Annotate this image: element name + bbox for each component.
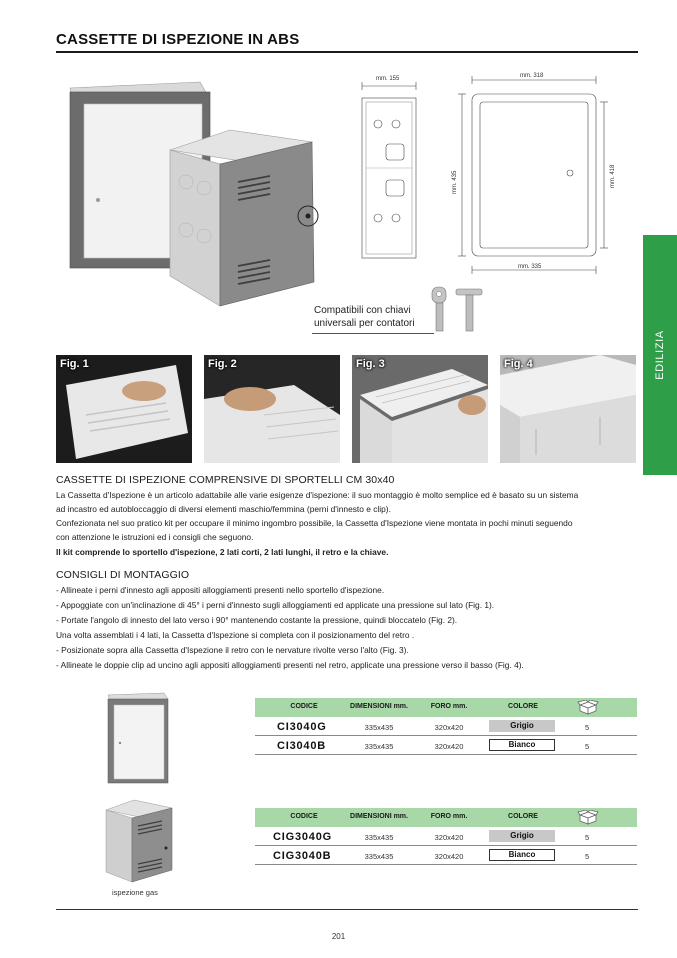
figure-3-label: Fig. 3 [356, 358, 385, 370]
figure-4-image [500, 355, 636, 463]
assembly-line-2: - Appoggiate con un'inclinazione di 45° i perni d'innesto sugli alloggiamenti ed applicate una pressione sul lato (Fig. 1). [56, 600, 495, 610]
assembly-heading: CONSIGLI DI MONTAGGIO [56, 569, 190, 581]
package-qty: 5 [585, 742, 590, 751]
description-heading: CASSETTE DI ISPEZIONE COMPRENSIVE DI SPORTELLI CM 30x40 [56, 474, 395, 486]
description-line-4: con attenzione le istruzioni ed i consigli che seguono. [56, 532, 254, 542]
figure-4 [500, 355, 636, 463]
assembly-line-1: - Allineate i perni d'innesto agli appositi alloggiamenti presenti nello sportello d'ispezione. [56, 585, 385, 595]
box-package-icon [577, 810, 599, 825]
product-image-cig3040 [102, 796, 174, 886]
header-dimensions: DIMENSIONI mm. [350, 703, 408, 710]
header-hole: FORO mm. [430, 703, 468, 710]
technical-drawing [352, 68, 624, 278]
color-chip-grey: Grigio [489, 720, 555, 732]
figure-2-image [204, 355, 340, 463]
dim-height-inner: mm. 418 [610, 164, 616, 188]
assembly-line-6: - Allineate le doppie clip ad uncino agli appositi alloggiamenti presenti nel retro, applicate una pressione verso il basso (Fig. 4). [56, 660, 524, 670]
key-compat-note [314, 304, 415, 330]
figure-2 [204, 355, 340, 463]
color-chip-white: Bianco [489, 849, 555, 861]
product-code: CI3040B [277, 740, 327, 752]
key-icon-t-handle [456, 289, 482, 331]
table-row [255, 736, 637, 755]
header-color: COLORE [508, 703, 538, 710]
package-qty: 5 [585, 723, 590, 732]
key-icon-flat [432, 287, 446, 331]
description-line-3: Confezionata nel suo pratico kit per occupare il minimo ingombro possibile, la Cassetta d'Ispezione viene montata in pochi minuti seguendo [56, 518, 573, 528]
package-qty: 5 [585, 852, 590, 861]
page-title: CASSETTE DI ISPEZIONE IN ABS [56, 31, 300, 48]
figure-3 [352, 355, 488, 463]
kit-contents: Il kit comprende lo sportello d'ispezione, 2 lati corti, 2 lati lunghi, il retro e la chiave. [56, 547, 389, 557]
figure-1-image [56, 355, 192, 463]
description-line-2: ad incastro ed autobloccaggio di diversi elementi maschio/femmina (perni d'innesto e clip). [56, 504, 391, 514]
table-row [255, 827, 637, 846]
key-compat-line-2: universali per contatori [314, 318, 415, 329]
product-image-ci3040 [106, 691, 172, 785]
color-chip-grey: Grigio [489, 830, 555, 842]
key-compat-line-1: Compatibili con chiavi [314, 305, 411, 316]
product-hole: 320x420 [434, 723, 464, 732]
section-tab [643, 235, 677, 475]
dim-front-width: mm. 318 [520, 73, 544, 79]
product-table-2 [255, 808, 637, 865]
product-hole: 320x420 [434, 742, 464, 751]
footer-divider [56, 909, 638, 910]
title-divider [56, 51, 638, 53]
header-code: CODICE [290, 813, 318, 820]
dim-height-outer: mm. 435 [452, 170, 458, 194]
header-dimensions: DIMENSIONI mm. [350, 813, 408, 820]
header-code: CODICE [290, 703, 318, 710]
assembly-line-3: - Portate l'angolo di innesto del lato verso i 90° mantenendo costante la pressione, quindi bloccatelo (Fig. 2). [56, 615, 458, 625]
table-header [255, 808, 637, 827]
assembly-line-5: - Posizionate sopra alla Cassetta d'Ispezione il retro con le nervature rivolte verso l'alto (Fig. 3). [56, 645, 409, 655]
product-code: CIG3040G [273, 831, 332, 843]
table-header [255, 698, 637, 717]
figure-4-label: Fig. 4 [504, 358, 533, 370]
key-compat-underline [312, 333, 434, 334]
description-line-1: La Cassetta d'Ispezione è un articolo adattabile alle varie esigenze d'ispezione: il suo montaggio è molto semplice ed è basato su un sistema [56, 490, 579, 500]
figure-3-image [352, 355, 488, 463]
figure-1 [56, 355, 192, 463]
header-hole: FORO mm. [430, 813, 468, 820]
product-code: CIG3040B [273, 850, 332, 862]
dim-bottom-width: mm. 335 [518, 264, 542, 270]
page-number: 201 [331, 932, 346, 941]
product-dimensions: 335x435 [364, 852, 394, 861]
assembly-line-4: Una volta assemblati i 4 lati, la Cassetta d'Ispezione si completa con il posizionamento del retro . [56, 630, 415, 640]
section-tab-label: EDILIZIA [654, 330, 666, 380]
product-code: CI3040G [277, 721, 327, 733]
product-dimensions: 335x435 [364, 742, 394, 751]
keys-image [426, 283, 490, 335]
box-package-icon [577, 700, 599, 715]
package-qty: 5 [585, 833, 590, 842]
figure-1-label: Fig. 1 [60, 358, 89, 370]
table-row [255, 846, 637, 865]
table-row [255, 717, 637, 736]
gas-inspection-label: ispezione gas [112, 888, 158, 897]
figure-2-label: Fig. 2 [208, 358, 237, 370]
product-dimensions: 335x435 [364, 833, 394, 842]
dim-side-width: mm. 155 [376, 76, 400, 82]
header-color: COLORE [508, 813, 538, 820]
color-chip-white: Bianco [489, 739, 555, 751]
hero-product-image [60, 70, 330, 310]
product-dimensions: 335x435 [364, 723, 394, 732]
product-table-1 [255, 698, 637, 755]
product-hole: 320x420 [434, 852, 464, 861]
product-hole: 320x420 [434, 833, 464, 842]
